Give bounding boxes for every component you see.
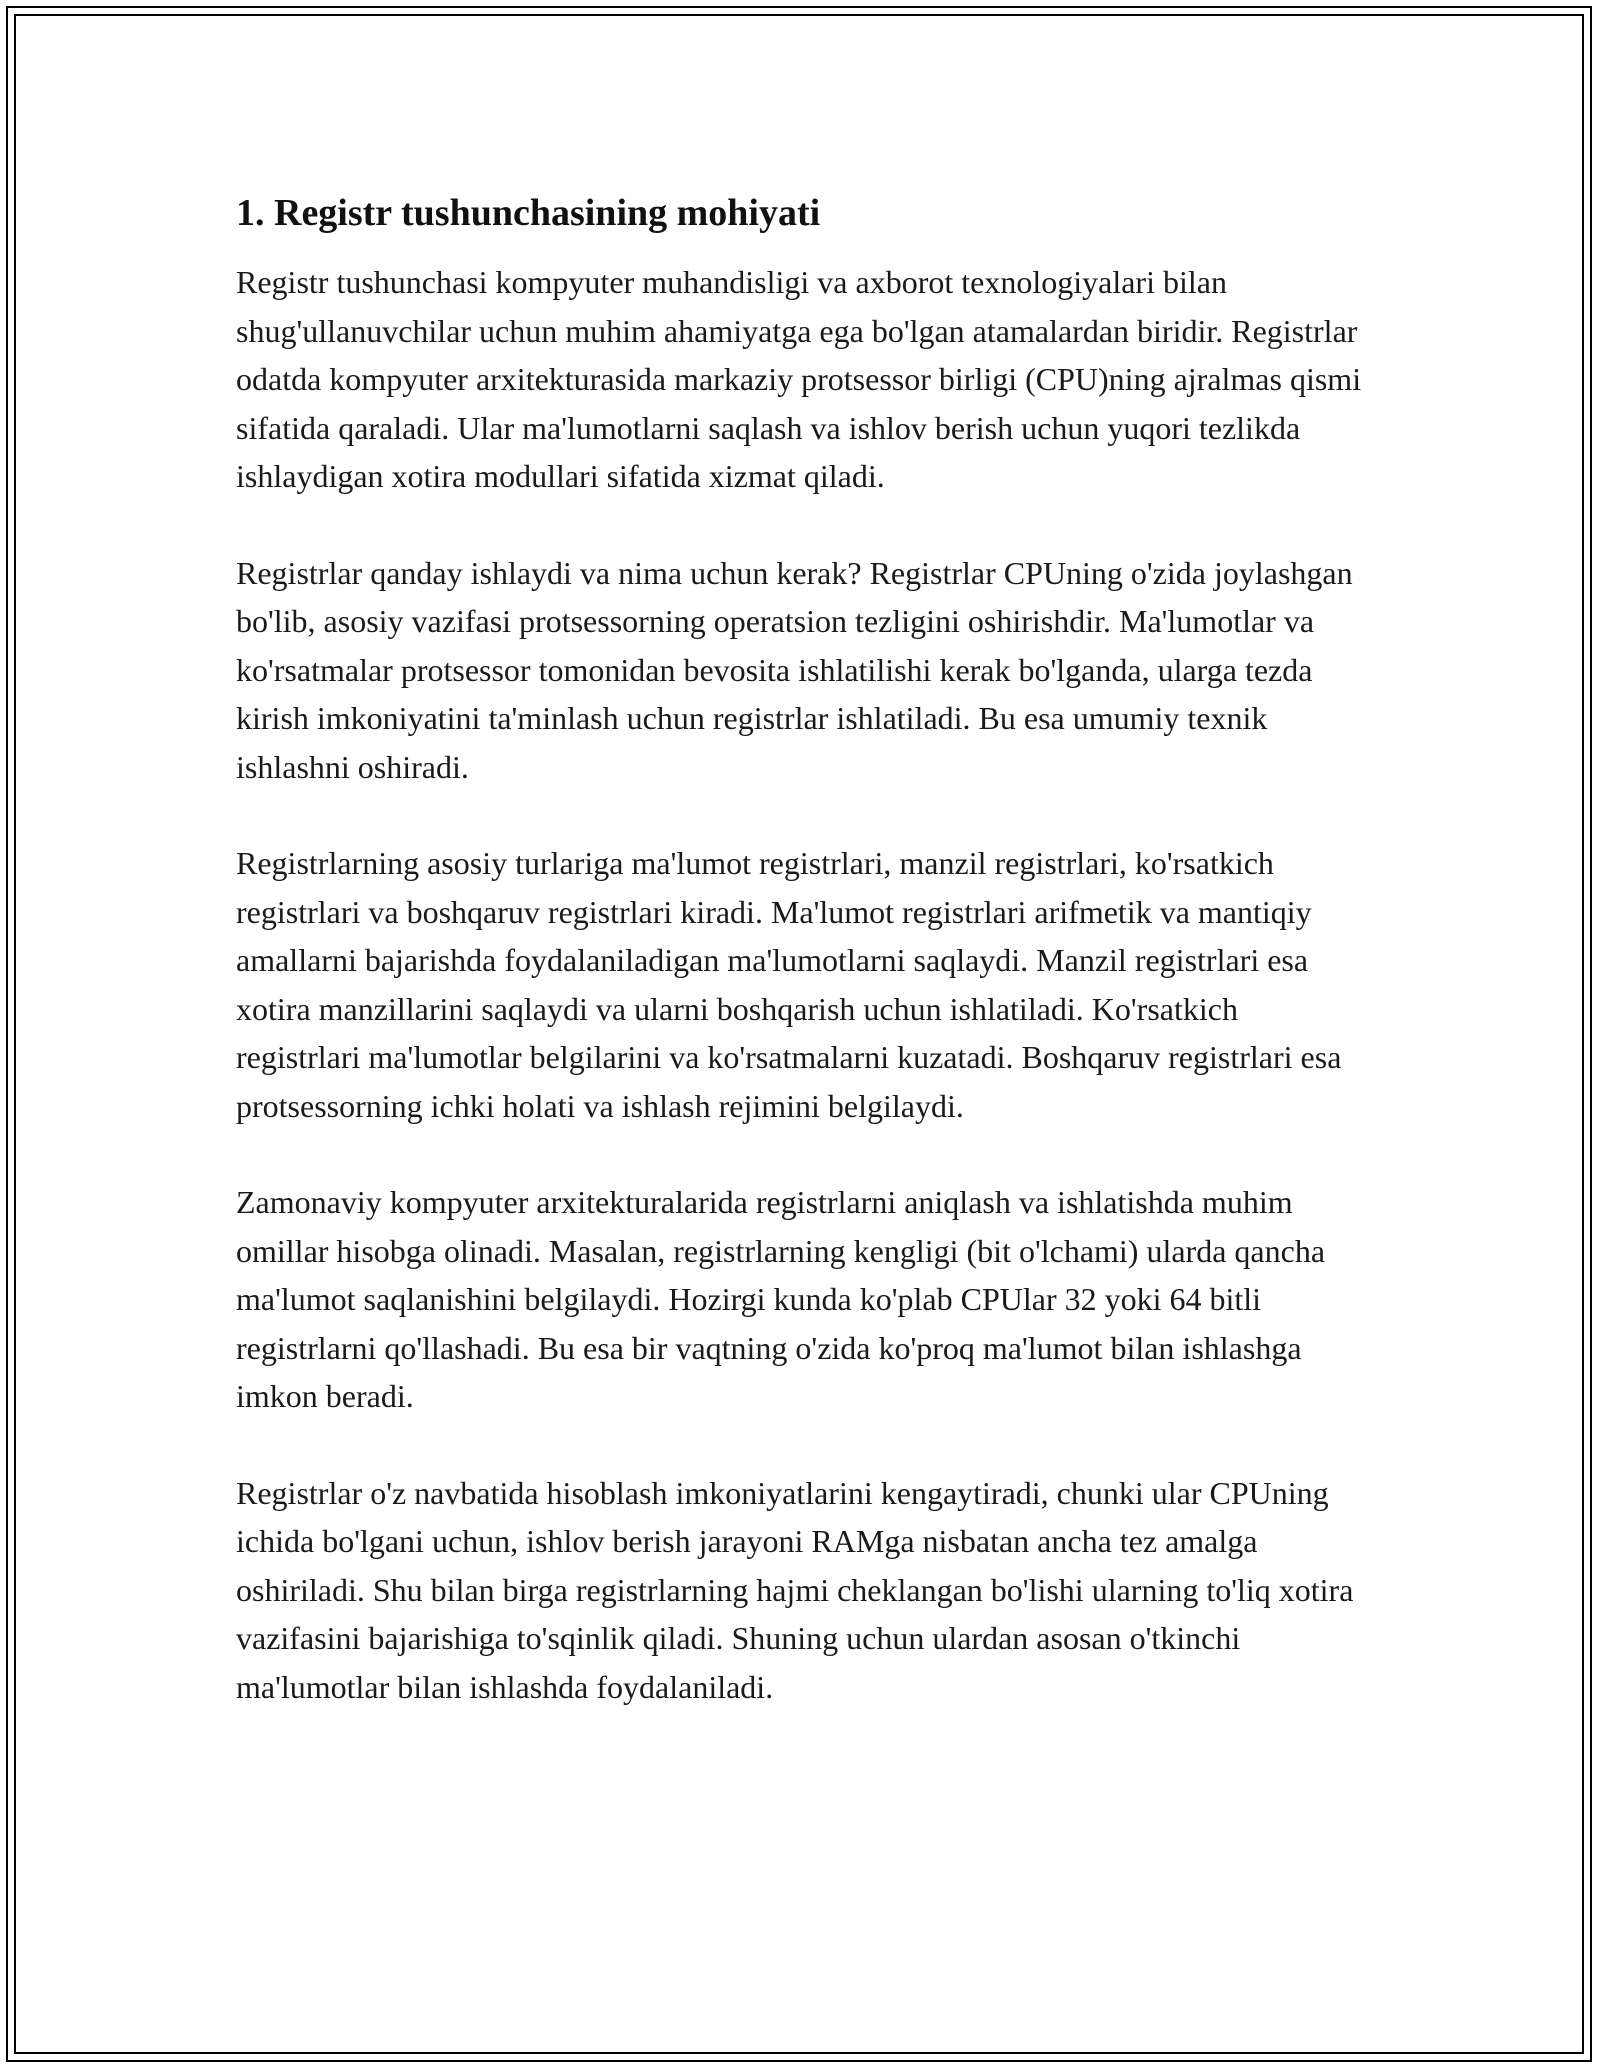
paragraph-1: Registr tushunchasi kompyuter muhandisligi va axborot texnologiyalari bilan shug'ullanuvchilar uchun muhim ahamiyatga ega bo'lgan atamalardan biridir. Registrlar odatda kompyuter arxitekturasida markaziy protsessor birligi (CPU)ning ajralmas qismi sifatida qaraladi. Ular ma'lumotlarni saqlash va ishlov berish uchun yuqori tezlikda ishlaydigan xotira modullari sifatida xizmat qiladi. xyxy=(236,264,1362,494)
paragraph-4: Zamonaviy kompyuter arxitekturalarida registrlarni aniqlash va ishlatishda muhim omillar hisobga olinadi. Masalan, registrlarning kengligi (bit o'lchami) ularda qancha ma'lumot saqlanishini belgilaydi. Hozirgi kunda ko'plab CPUlar 32 yoki 64 bitli registrlarni qo'llashadi. Bu esa bir vaqtning o'zida ko'proq ma'lumot bilan ishlashga imkon beradi. xyxy=(236,1184,1326,1414)
paragraph-2: Registrlar qanday ishlaydi va nima uchun kerak? Registrlar CPUning o'zida joylashgan bo'lib, asosiy vazifasi protsessorning operatsion tezligini oshirishdir. Ma'lumotlar va ko'rsatmalar protsessor tomonidan bevosita ishlatilishi kerak bo'lganda, ularga tezda kirish imkoniyatini ta'minlash uchun registrlar ishlatiladi. Bu esa umumiy texnik ishlashni oshiradi. xyxy=(236,554,1353,785)
paragraph-3: Registrlarning asosiy turlariga ma'lumot registrlari, manzil registrlari, ko'rsatkich registrlari va boshqaruv registrlari kiradi. Ma'lumot registrlari arifmetik va mantiqiy amallarni bajarishda foydalaniladigan ma'lumotlarni saqlaydi. Manzil registrlari esa xotira manzillarini saqlaydi va ularni boshqarish uchun ishlatiladi. Ko'rsatkich registrlari ma'lumotlar belgilarini va ko'rsatmalarni kuzatadi. Boshqaruv registrlari esa protsessorning ichki holati va ishlash rejimini belgilaydi. xyxy=(236,845,1342,1124)
document-body xyxy=(236,188,1366,1759)
paragraph-5: Registrlar o'z navbatida hisoblash imkoniyatlarini kengaytiradi, chunki ular CPUning ichida bo'lgani uchun, ishlov berish jarayoni RAMga nisbatan ancha tez amalga oshiriladi. Shu bilan birga registrlarning hajmi cheklangan bo'lishi ularning to'liq xotira vazifasini bajarishiga to'sqinlik qiladi. Shuning uchun ulardan asosan o'tkinchi ma'lumotlar bilan ishlashda foydalaniladi. xyxy=(236,1474,1354,1705)
section-heading: 1. Registr tushunchasining mohiyati xyxy=(236,192,821,234)
